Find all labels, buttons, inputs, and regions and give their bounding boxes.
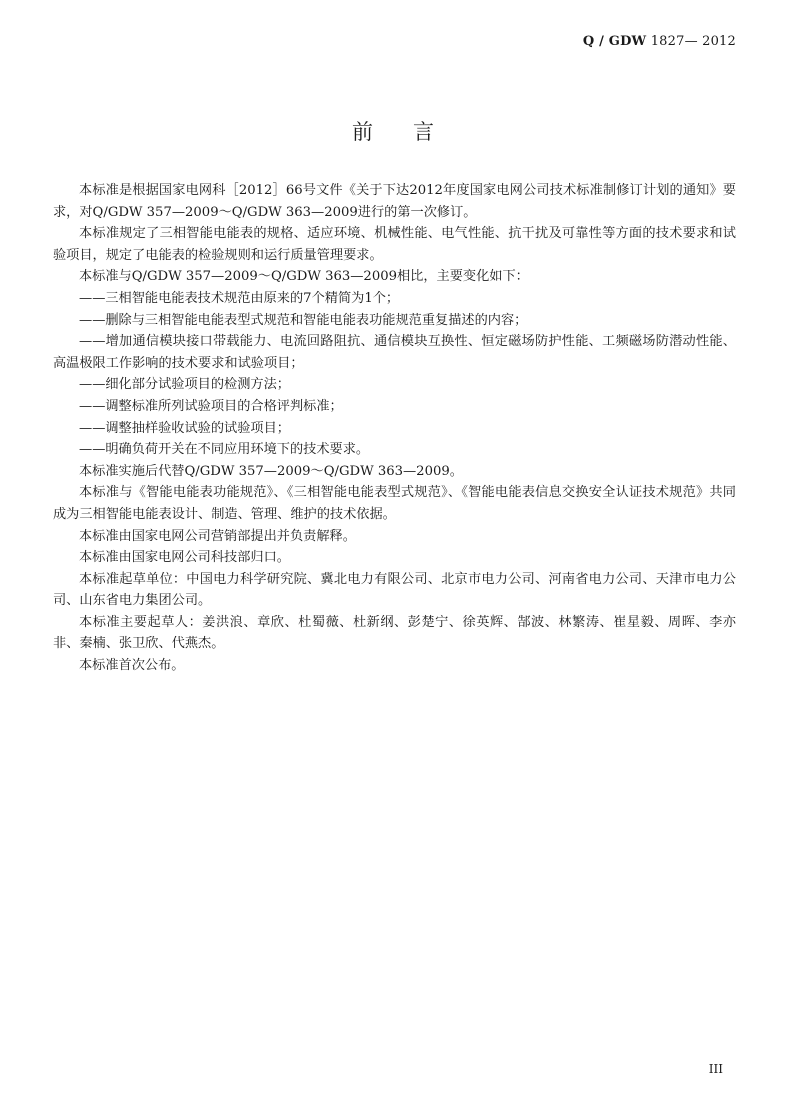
change-item: ——删除与三相智能电能表型式规范和智能电能表功能规范重复描述的内容； (79, 312, 528, 328)
change-item: ——调整标准所列试验项目的合格评判标准； (79, 398, 343, 414)
standard-code-prefix: Q / GDW (582, 34, 647, 49)
paragraph: 本标准是根据国家电网科［2012］66号文件《关于下达2012年度国家电网公司技术标准制修订计划的通知》要求，对Q/GDW 357—2009～Q/GDW 363—2009进行的第一次修订。 (53, 183, 736, 220)
paragraph: 本标准由国家电网公司营销部提出并负责解释。 (79, 528, 356, 544)
paragraph: 本标准起草单位：中国电力科学研究院、冀北电力有限公司、北京市电力公司、河南省电力公司、天津市电力公司、山东省电力集团公司。 (53, 571, 736, 609)
paragraph: 本标准实施后代替Q/GDW 357—2009～Q/GDW 363—2009。 (79, 463, 463, 479)
foreword-body (53, 180, 736, 677)
page-title: 前言 (352, 120, 474, 144)
page-number: III (708, 1062, 723, 1076)
paragraph: 本标准与《智能电能表功能规范》、《三相智能电能表型式规范》、《智能电能表信息交换安全认证技术规范》共同成为三相智能电能表设计、制造、管理、维护的技术依据。 (53, 485, 736, 522)
paragraph: 本标准规定了三相智能电能表的规格、适应环境、机械性能、电气性能、抗干扰及可靠性等方面的技术要求和试验项目，规定了电能表的检验规则和运行质量管理要求。 (53, 226, 736, 263)
change-item: ——三相智能电能表技术规范由原来的7个精简为1个； (79, 290, 400, 306)
change-item: ——细化部分试验项目的检测方法； (79, 377, 290, 393)
standard-code-number: 1827— 2012 (646, 34, 736, 49)
standard-code (583, 34, 736, 49)
change-item: ——明确负荷开关在不同应用环境下的技术要求。 (79, 442, 370, 458)
paragraph: 本标准由国家电网公司科技部归口。 (79, 550, 290, 566)
change-item: ——调整抽样验收试验的试验项目； (79, 420, 290, 436)
change-item: ——增加通信模块接口带载能力、电流回路阻抗、通信模块互换性、恒定磁场防护性能、工频磁场防潜动性能、高温极限工作影响的技术要求和试验项目； (53, 334, 736, 371)
paragraph: 本标准首次公布。 (79, 658, 185, 674)
paragraph: 本标准与Q/GDW 357—2009～Q/GDW 363—2009相比，主要变化如下： (79, 269, 529, 285)
paragraph: 本标准主要起草人：姜洪浪、章欣、杜蜀薇、杜新纲、彭楚宁、徐英辉、郜波、林繁涛、崔星毅、周晖、李亦非、秦楠、张卫欣、代燕杰。 (53, 614, 736, 652)
